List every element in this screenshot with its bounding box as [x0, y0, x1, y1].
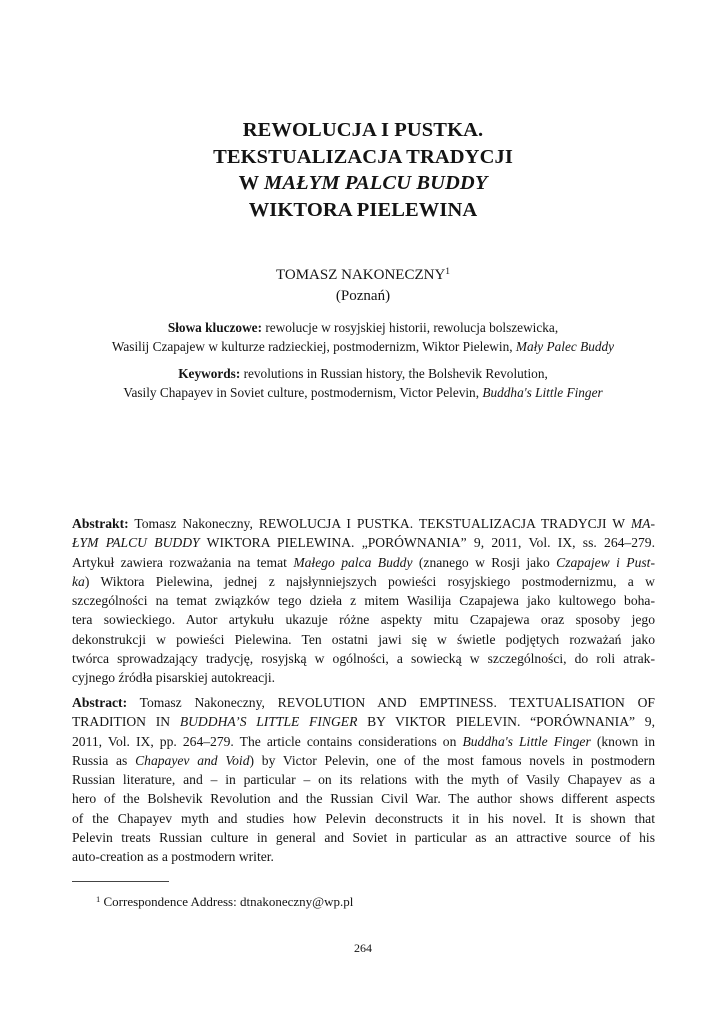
keywords-en-label: Keywords: [178, 366, 241, 381]
abstract-pl-text: Artykuł zawiera rozważania na temat [72, 554, 294, 570]
abstract-polish [72, 514, 655, 688]
abstract-pl-line-2 [72, 533, 655, 552]
abstract-pl-line-4 [72, 572, 655, 591]
keywords-en-text-1: revolutions in Russian history, the Bolshevik Revolution, [240, 366, 548, 381]
keywords-pl-line-2 [40, 337, 686, 356]
keywords-polish [40, 318, 686, 356]
abstract-en-label: Abstract: [72, 695, 128, 710]
abstract-pl-italic: Małego palca Buddy [293, 554, 413, 570]
abstract-en-text: TRADITION IN [72, 714, 180, 730]
abstract-en-text: (known in [590, 733, 655, 749]
abstract-pl-text: Tomasz Nakoneczny, REWOLUCJA I PUSTKA. TEKSTUALIZACJA TRADYCJI W [128, 516, 631, 531]
abstract-pl-text: (znanego w Rosji jako [412, 554, 557, 570]
abstract-pl-italic: MA- [630, 516, 655, 531]
abstract-pl-line-6: tera sowieckiego. Autor artykułu ukazuje różne aspekty mitu Czapajewa oraz sposoby jego [72, 612, 655, 628]
abstract-en-italic: BUDDHA’S LITTLE FINGER [179, 714, 358, 730]
abstract-pl-line-3 [72, 553, 655, 572]
keywords-en-line-2 [40, 383, 686, 402]
keywords-pl-line-1 [40, 318, 686, 337]
abstract-pl-italic: ka [72, 573, 85, 589]
abstract-pl-text: ) Wiktora Pielewina, jednej z najsłynniejszych powieści rosyjskiego postmodernizmu, a w [84, 573, 655, 589]
keywords-english [40, 364, 686, 402]
footnote-divider [72, 881, 169, 882]
abstract-pl-label: Abstrakt: [72, 516, 129, 531]
abstract-en-line-6: hero of the Bolshevik Revolution and the Russian Civil War. The author shows different aspects [72, 791, 655, 807]
author-name: TOMASZ NAKONECZNY [275, 267, 446, 283]
keywords-pl-italic: Mały Palec Buddy [515, 339, 615, 354]
abstract-pl-line-1 [72, 514, 655, 533]
abstract-pl-line-7: dekonstrukcji w powieści Pielewina. Ten ostatni jawi się w świetle podjętych rozważań jako [72, 631, 655, 647]
footnote-text: Correspondence Address: dtnakoneczny@wp.pl [100, 894, 354, 909]
page-number: 264 [354, 941, 372, 955]
author-block [0, 262, 726, 307]
abstract-en-line-7: of the Chapayev myth and studies how Pelevin deconstructs it in his novel. It is shown that [72, 810, 655, 826]
abstract-pl-line-8: twórca sprowadzający tradycję, rosyjską w ogólności, a sowiecką w szczególności, do roli atrak- [72, 651, 655, 667]
abstract-en-line-8: Pelevin treats Russian culture in general and Soviet in particular as an attractive source of his [72, 830, 655, 846]
abstract-pl-italic: Czapajew i Pust- [556, 554, 655, 570]
title-line-3-italic: MAŁYM PALCU BUDDY [264, 172, 488, 194]
title-line-3 [0, 170, 726, 197]
abstract-en-line-9: auto-creation as a postmodern writer. [72, 849, 274, 865]
author-line [0, 262, 726, 286]
abstract-en-line-3 [72, 732, 655, 751]
title-line-1: REWOLUCJA I PUSTKA. [242, 119, 484, 141]
abstract-en-text: ) by Victor Pelevin, one of the most famous novels in postmodern [249, 752, 656, 768]
title-line-2: TEKSTUALIZACJA TRADYCJI [213, 145, 513, 168]
footnote-mark: 1 [96, 894, 101, 904]
abstract-english [72, 693, 655, 867]
keywords-pl-text-1: rewolucje w rosyjskiej historii, rewolucja bolszewicka, [262, 320, 559, 335]
keywords-en-line-1 [40, 364, 686, 383]
title-line-3-prefix: W [238, 172, 265, 194]
title-line-4: WIKTORA PIELEWINA [248, 198, 478, 221]
abstract-en-line-1 [72, 693, 655, 712]
article-title [0, 117, 726, 223]
author-city: (Poznań) [335, 288, 391, 304]
abstract-en-text: 2011, Vol. IX, pp. 264–279. The article contains considerations on [72, 733, 463, 749]
abstract-en-line-2 [72, 712, 655, 731]
abstract-en-line-4 [72, 751, 655, 770]
abstract-en-text: BY VIKTOR PIELEVIN. “PORÓWNANIA” 9, [357, 714, 655, 730]
keywords-en-italic: Buddha's Little Finger [482, 385, 603, 400]
abstract-pl-line-9: cyjnego źródła pisarskiej autokreacji. [72, 670, 276, 686]
abstract-en-text: Tomasz Nakoneczny, REVOLUTION AND EMPTINESS. TEXTUALISATION OF [127, 695, 655, 710]
abstract-en-italic: Chapayev and Void [135, 752, 250, 768]
footnote [96, 891, 353, 910]
author-footnote-mark: 1 [445, 267, 451, 277]
keywords-pl-label: Słowa kluczowe: [167, 320, 263, 335]
abstract-pl-italic: ŁYM PALCU BUDDY [72, 535, 200, 551]
abstract-pl-text: WIKTORA PIELEWINA. „PORÓWNANIA” 9, 2011, Vol. IX, ss. 264–279. [199, 535, 655, 551]
keywords-pl-text-2: Wasilij Czapajew w kulturze radzieckiej, postmodernizm, Wiktor Pielewin, [111, 339, 516, 354]
abstract-en-line-5: Russian literature, and – in particular – on its relations with the myth of Vasily Chapayev as a [72, 772, 655, 788]
abstract-en-text: Russia as [72, 752, 136, 768]
keywords-en-text-2: Vasily Chapayev in Soviet culture, postmodernism, Victor Pelevin, [123, 385, 483, 400]
abstract-pl-line-5: szczególności na temat związków tego dzieła z mitem Wasilija Czapajewa jako kultowego boha- [72, 593, 655, 609]
abstract-en-italic: Buddha's Little Finger [462, 733, 591, 749]
